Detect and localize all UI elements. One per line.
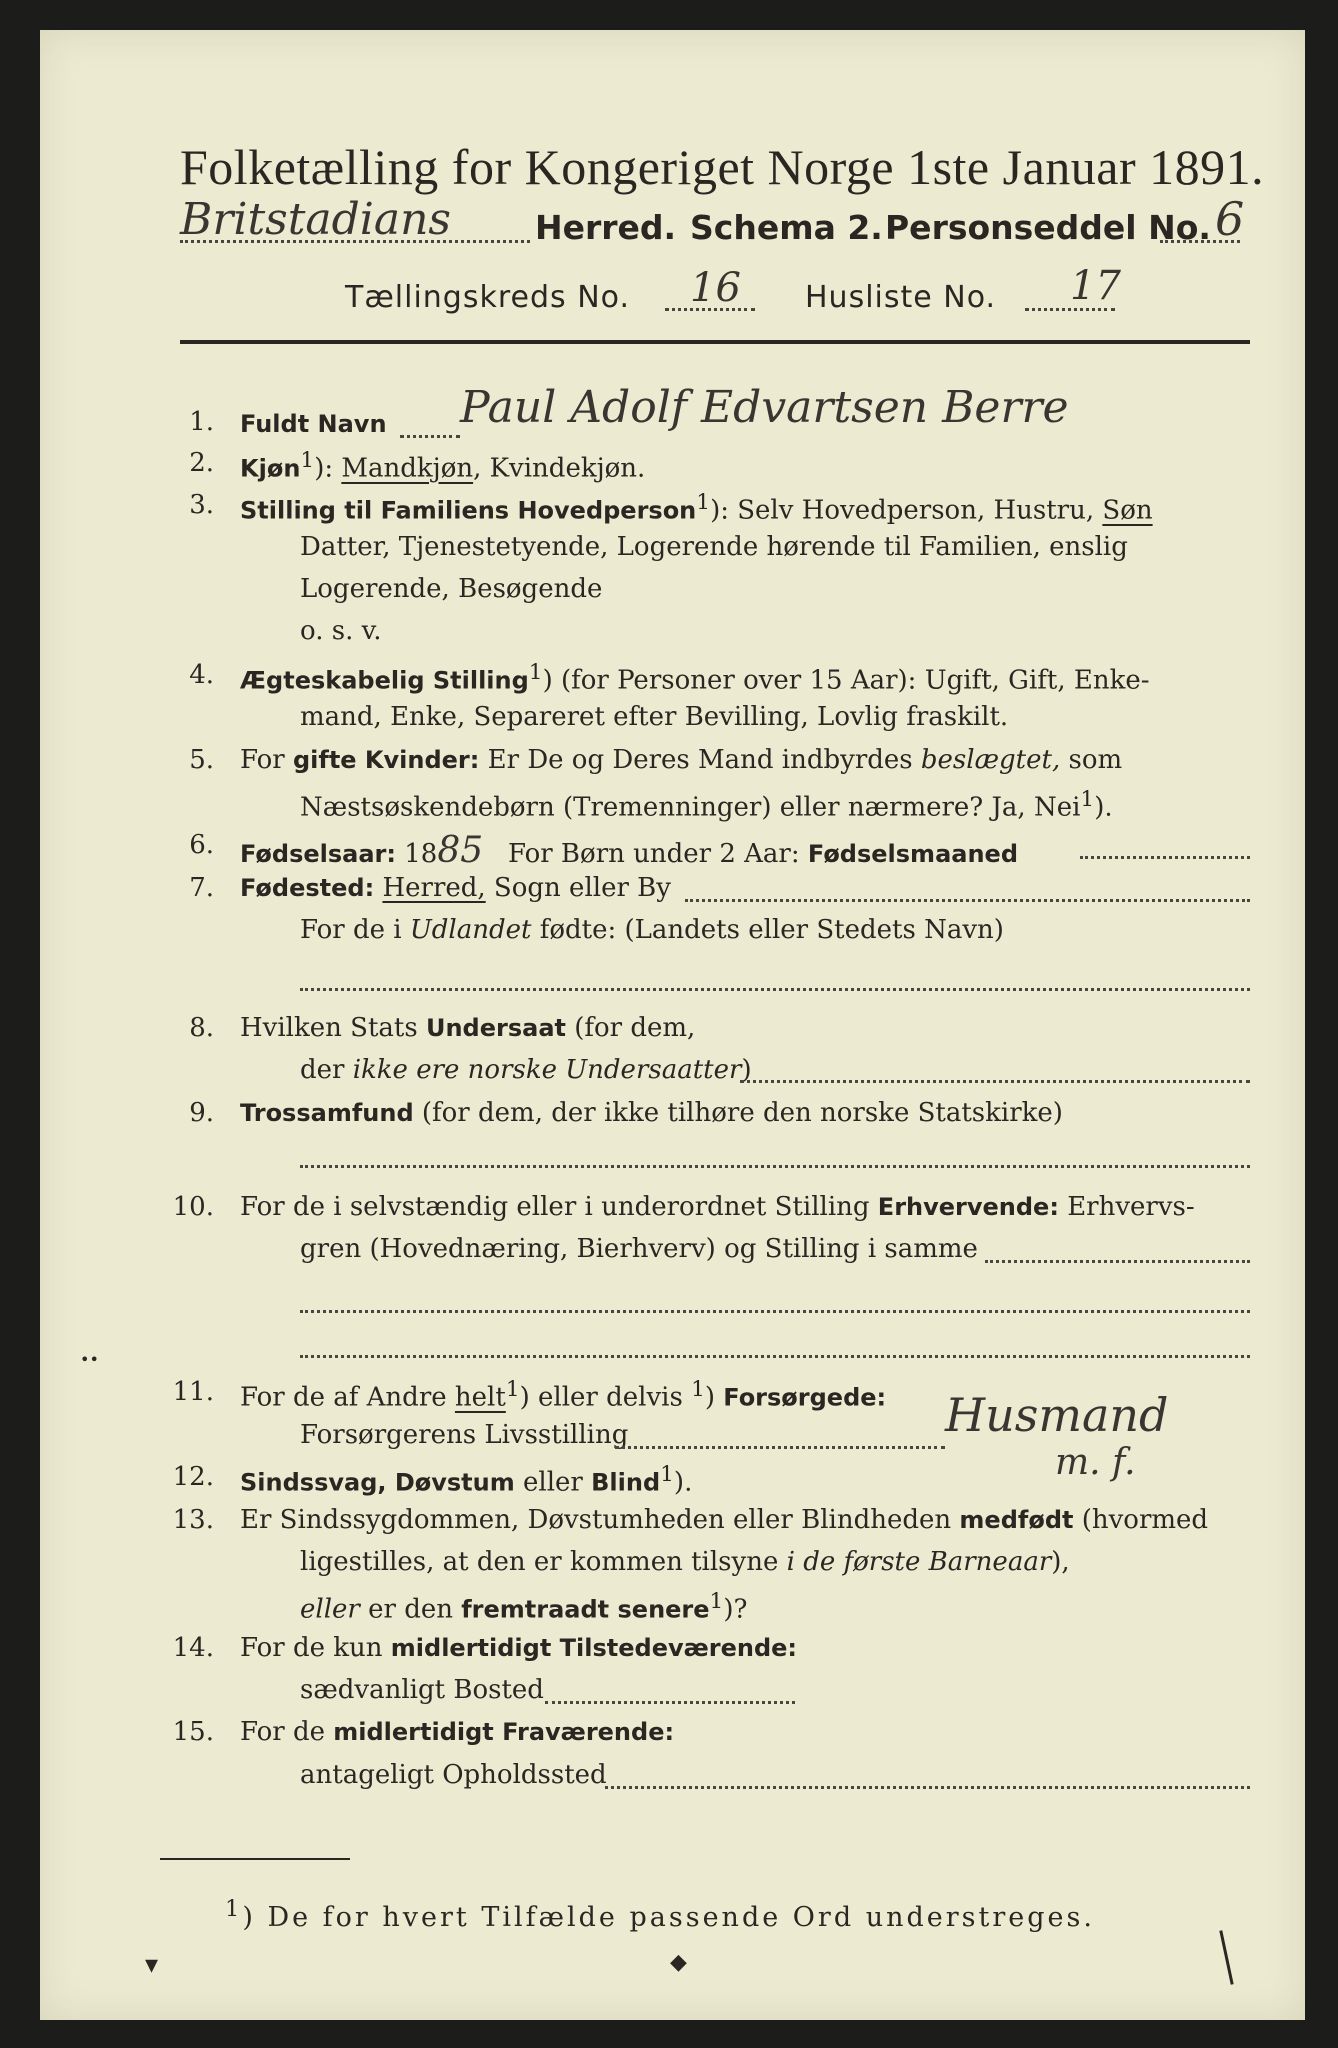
q4-line1 — [240, 660, 1150, 696]
q3-label: Stilling til Familiens Hovedperson — [240, 496, 697, 525]
footnote-text: ) De for hvert Tilfælde passende Ord understreges. — [242, 1902, 1095, 1933]
q12-label: Sindssvag, Døvstum — [240, 1468, 515, 1497]
q3-line3: Logerende, Besøgende — [300, 574, 603, 604]
q6-label: Fødselsaar: — [240, 840, 396, 868]
q14-line2: sædvanligt Bosted — [300, 1675, 544, 1705]
q15-label: midlertidigt Fraværende: — [333, 1718, 675, 1746]
q7-text-italic: Udlandet — [409, 915, 532, 945]
q11-text-b: ) eller delvis — [519, 1382, 692, 1413]
husliste-label: Husliste No. — [805, 280, 997, 315]
q10-number: 10. — [172, 1192, 214, 1222]
q4-options-a: ) (for Personer over 15 Aar): Ugift, Gift, Enke- — [542, 665, 1150, 696]
q7-rest: Sogn eller By — [485, 873, 671, 903]
q11-number: 11. — [172, 1377, 214, 1407]
q15-line2: antageligt Opholdssted — [300, 1760, 607, 1790]
q14-line1 — [240, 1633, 797, 1663]
q2-option-selected: Mandkjøn — [341, 453, 474, 484]
q13-text-b: (hvormed — [1073, 1505, 1209, 1535]
q8-number: 8. — [189, 1013, 214, 1043]
q8-text-2c: ) — [741, 1055, 752, 1085]
q11-footnote-marker-1: 1 — [505, 1377, 520, 1402]
q14-text-a: For de kun — [240, 1633, 391, 1663]
q12-number: 12. — [172, 1462, 214, 1492]
q8-label: Undersaat — [425, 1014, 566, 1042]
personseddel-label: Personseddel No. — [885, 208, 1211, 247]
personseddel-number: 6 — [1215, 192, 1245, 246]
q8-text-b: (for dem, — [565, 1013, 696, 1043]
q12-line — [240, 1462, 692, 1498]
q11-line2: Forsørgerens Livsstilling — [300, 1420, 629, 1450]
q14-dotted-line — [545, 1701, 795, 1704]
schema-label: Schema 2. — [690, 208, 883, 247]
q6-line — [240, 830, 1018, 871]
q13-line2 — [300, 1547, 1070, 1577]
q5-text-end: ). — [1094, 792, 1113, 823]
q10-line2: gren (Hovednæring, Bierhverv) og Stilling i samme — [300, 1234, 978, 1264]
q13-footnote-marker: 1 — [709, 1589, 724, 1614]
q15-number: 15. — [172, 1717, 214, 1747]
q8-line2 — [300, 1055, 752, 1085]
q9-label: Trossamfund — [240, 1099, 414, 1127]
ink-mark-right — [1219, 1930, 1233, 1984]
q1-dotted-line — [400, 435, 460, 438]
q11-text-a: For de af Andre — [240, 1382, 455, 1413]
q12-end: ). — [673, 1467, 693, 1498]
footnote — [225, 1896, 1095, 1933]
husliste-number: 17 — [1070, 263, 1121, 309]
q3-footnote-marker: 1 — [696, 490, 711, 515]
q10-dotted-line — [985, 1260, 1250, 1263]
q13-text-3c: )? — [723, 1594, 748, 1625]
q2-text — [240, 448, 645, 484]
footnote-marker: 1 — [225, 1896, 243, 1922]
q4-footnote-marker: 1 — [528, 660, 543, 685]
q5-line2 — [300, 787, 1113, 823]
q10-line1 — [240, 1192, 1195, 1222]
q10-answer-line-1 — [300, 1310, 1250, 1313]
q12-label-blind: Blind — [591, 1468, 661, 1497]
q3-line2: Datter, Tjenestetyende, Logerende hørende til Familien, enslig — [300, 532, 1128, 562]
q13-label-2: fremtraadt senere — [461, 1595, 710, 1624]
q5-footnote-marker: 1 — [1080, 787, 1095, 812]
q11-text-c: ) — [704, 1382, 724, 1413]
q4-number: 4. — [189, 660, 214, 690]
q7-text-a: For de i — [300, 915, 410, 945]
q3-line4: o. s. v. — [300, 616, 382, 646]
q2-number: 2. — [189, 448, 214, 478]
q13-text-italic: i de første Barneaar — [786, 1547, 1052, 1577]
q5-text-italic: beslægtet, — [920, 745, 1061, 775]
q5-text-2: Næstsøskendebørn (Tremenninger) eller nærmere? Ja, Nei — [300, 792, 1081, 823]
q10-text-b: Erhvervs- — [1058, 1192, 1195, 1222]
q7-text-c: fødte: (Landets eller Stedets Navn) — [531, 915, 1004, 945]
q13-text-a: Er Sindssygdommen, Døvstumheden eller Blindheden — [240, 1505, 960, 1535]
ink-mark-left: ▾ — [145, 1950, 159, 1980]
q15-dotted-line — [605, 1786, 1250, 1789]
q15-line1 — [240, 1717, 674, 1747]
q13-number: 13. — [172, 1505, 214, 1535]
q8-text-italic: ikke ere norske Undersaatter — [352, 1055, 742, 1085]
q13-text-2a: ligestilles, at den er kommen tilsyne — [300, 1547, 787, 1577]
q13-line1 — [240, 1505, 1208, 1535]
taellingskreds-label: Tællingskreds No. — [345, 280, 630, 315]
q11-label: Forsørgede: — [723, 1383, 887, 1412]
q5-pre: For — [240, 745, 293, 775]
q8-line1 — [240, 1013, 695, 1043]
header-rule — [180, 340, 1250, 344]
q10-label: Erhvervende: — [877, 1193, 1059, 1221]
herred-dotted-line — [180, 240, 530, 243]
q13-text-3b: er den — [359, 1594, 462, 1625]
q6-year-handwriting: 85 — [437, 830, 484, 871]
q12-footnote-marker: 1 — [660, 1462, 674, 1487]
q6-dotted-line — [1080, 856, 1250, 859]
herred-handwriting: Britstadians — [180, 194, 452, 245]
q13-label: medfødt — [959, 1506, 1074, 1534]
q2-footnote-marker: 1 — [300, 448, 315, 473]
q12-answer-handwriting: m. f. — [1055, 1442, 1136, 1483]
q1-label: Fuldt Navn — [240, 410, 387, 438]
q11-answer-handwriting: Husmand — [945, 1388, 1169, 1442]
q1-answer-name: Paul Adolf Edvartsen Berre — [460, 382, 1069, 433]
q6-year-prefix: 18 — [396, 839, 438, 869]
form-title: Folketælling for Kongeriget Norge 1ste Januar 1891. — [180, 139, 1265, 195]
herred-label: Herred. — [535, 208, 677, 247]
q13-text-eller: eller — [300, 1594, 360, 1625]
q7-answer-line — [300, 988, 1250, 991]
q12-text: eller — [514, 1467, 592, 1498]
q5-text-c: som — [1060, 745, 1123, 775]
q9-text: (for dem, der ikke tilhøre den norske Statskirke) — [413, 1098, 1063, 1128]
q7-label: Fødested: — [240, 874, 375, 902]
q13-text-2c: ), — [1051, 1547, 1070, 1577]
q9-line — [240, 1098, 1063, 1128]
q10-text-a: For de i selvstændig eller i underordnet Stilling — [240, 1192, 878, 1222]
ink-mark-center: ◆ — [670, 1950, 687, 1975]
q7-line2 — [300, 915, 1004, 945]
taellingskreds-number: 16 — [690, 265, 741, 311]
q3-number: 3. — [189, 490, 214, 520]
census-form-page — [40, 30, 1305, 2020]
q7-line1 — [240, 873, 671, 903]
q11-footnote-marker-2: 1 — [691, 1377, 705, 1402]
q6-text-mid: For Børn under 2 Aar: — [507, 839, 808, 869]
q5-line1 — [240, 745, 1122, 775]
q11-dotted-line — [615, 1446, 945, 1449]
q3-option-selected: Søn — [1102, 495, 1153, 526]
footnote-rule — [160, 1858, 350, 1860]
q8-text-2a: der — [300, 1055, 353, 1085]
ink-mark-margin: •• — [80, 1350, 99, 1369]
q9-answer-line — [300, 1165, 1250, 1168]
q8-dotted-line — [740, 1080, 1250, 1083]
q5-label: gifte Kvinder: — [292, 746, 480, 774]
q8-text-a: Hvilken Stats — [240, 1013, 426, 1043]
q4-line2: mand, Enke, Separeret efter Bevilling, Lovlig fraskilt. — [300, 702, 1009, 732]
q6-number: 6. — [189, 830, 214, 860]
q3-options-a: ): Selv Hovedperson, Hustru, — [710, 495, 1095, 526]
q5-text-a: Er De og Deres Mand indbyrdes — [479, 745, 921, 775]
q14-number: 14. — [172, 1633, 214, 1663]
q7-number: 7. — [189, 873, 214, 903]
q11-option-selected: helt — [454, 1382, 506, 1413]
q2-label: Kjøn — [240, 454, 301, 483]
q6-label-month: Fødselsmaaned — [807, 840, 1018, 868]
q15-text-a: For de — [240, 1717, 334, 1747]
q4-label: Ægteskabelig Stilling — [240, 666, 529, 695]
q2-rest: ): — [314, 453, 342, 484]
q9-number: 9. — [189, 1098, 214, 1128]
q3-line1 — [240, 490, 1153, 526]
q1-number: 1. — [189, 407, 214, 437]
q7-option-selected: Herred, — [382, 873, 486, 903]
q5-number: 5. — [189, 745, 214, 775]
q7-dotted-line — [685, 899, 1250, 902]
q14-label: midlertidigt Tilstedeværende: — [390, 1634, 798, 1662]
q11-line1 — [240, 1377, 886, 1413]
q2-option-other: , Kvindekjøn. — [473, 453, 646, 484]
q13-line3 — [300, 1589, 747, 1625]
q10-answer-line-2 — [300, 1355, 1250, 1358]
